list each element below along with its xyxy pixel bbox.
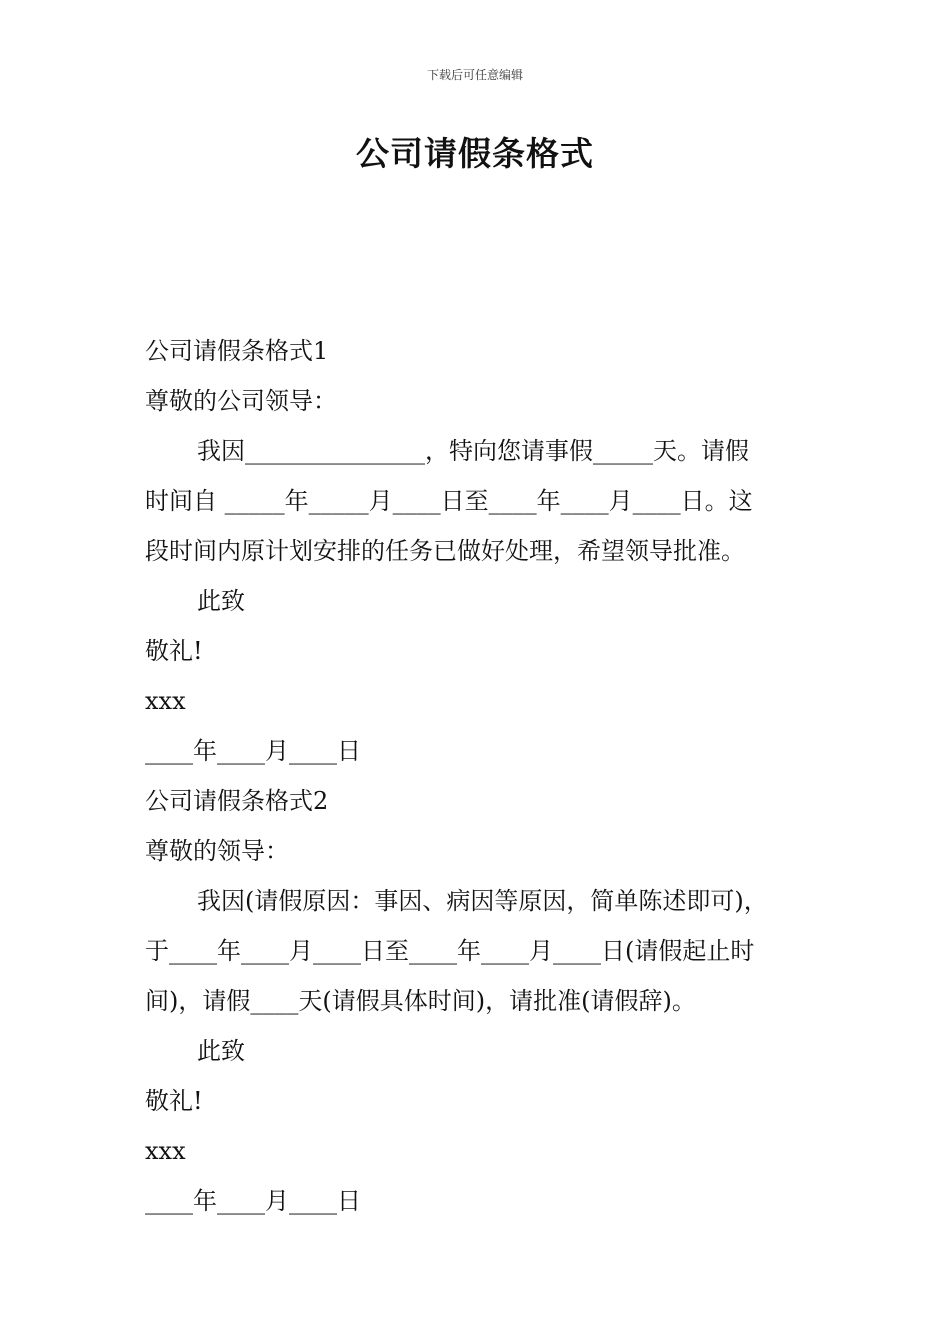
salutation: 尊敬的公司领导： bbox=[145, 387, 337, 415]
regards: 敬礼! bbox=[145, 637, 203, 665]
document-body bbox=[145, 326, 835, 1226]
body-line: 时间自 _____年_____月____日至____年____月____日。这 bbox=[145, 487, 753, 515]
date-line: ____年____月____日 bbox=[145, 737, 361, 765]
section-heading: 公司请假条格式1 bbox=[145, 337, 329, 365]
regards: 敬礼! bbox=[145, 1087, 203, 1115]
header-note: 下载后可任意编辑 bbox=[426, 68, 523, 82]
closing: 此致 bbox=[197, 587, 245, 615]
body-line: 于____年____月____日至____年____月____日(请假起止时 bbox=[145, 937, 755, 965]
salutation: 尊敬的领导： bbox=[145, 837, 289, 865]
body-line: 间)，请假____天(请假具体时间)，请批准(请假辞)。 bbox=[145, 987, 696, 1015]
body-line: 我因_______________，特向您请事假_____天。请假 bbox=[197, 437, 749, 465]
signature: xxx bbox=[145, 1137, 186, 1165]
body-line: 段时间内原计划安排的任务已做好处理，希望领导批准。 bbox=[145, 537, 745, 565]
body-line: 我因(请假原因：事因、病因等原因，简单陈述即可)， bbox=[197, 887, 768, 915]
document-title: 公司请假条格式 bbox=[356, 134, 594, 173]
date-line: ____年____月____日 bbox=[145, 1187, 361, 1215]
closing: 此致 bbox=[197, 1037, 245, 1065]
signature: xxx bbox=[145, 687, 186, 715]
section-heading: 公司请假条格式2 bbox=[145, 787, 329, 815]
